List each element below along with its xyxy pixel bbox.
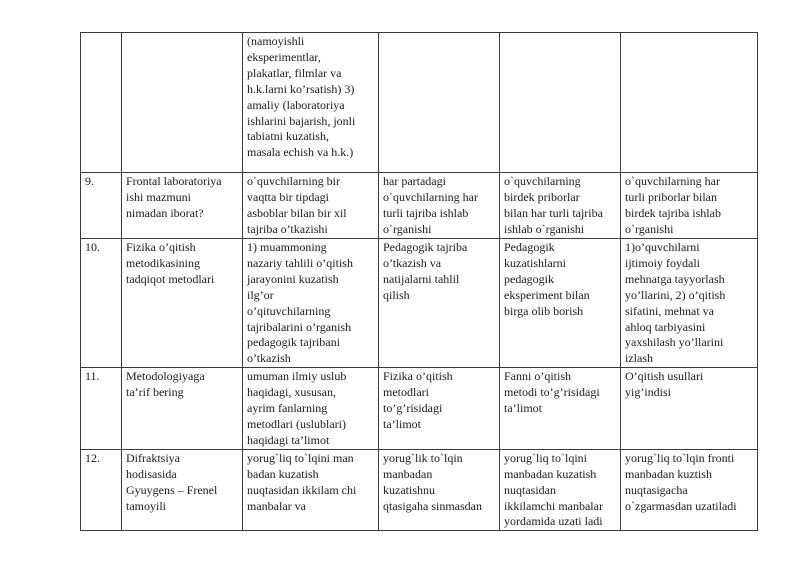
question-text: Fizika o’qitish metodikasining tadqiqot metodlari bbox=[122, 239, 243, 368]
question-number: 10. bbox=[81, 239, 122, 368]
question-number: 11. bbox=[81, 368, 122, 450]
question-text: Metodologiyaga ta’rif bering bbox=[122, 368, 243, 450]
table-row bbox=[81, 173, 758, 239]
answer-c: yorug`liq to`lqini manbadan kuzatish nuqtasidan ikkilamchi manbalar yordamida uzati ladi bbox=[500, 449, 621, 531]
answer-b: har partadagi o`quvchilarning har turli tajriba ishlab o`rganishi bbox=[379, 173, 500, 239]
answer-b: Pedagogik tajriba o’tkazish va natijalarni tahlil qilish bbox=[379, 239, 500, 368]
table-row bbox=[81, 449, 758, 531]
answer-d: O’qitish usullari yig’indisi bbox=[621, 368, 758, 450]
answer-a: yorug`liq to`lqini man badan kuzatish nuqtasidan ikkilam chi manbalar va bbox=[243, 449, 379, 531]
question-number bbox=[81, 33, 122, 173]
question-text bbox=[122, 33, 243, 173]
quiz-table bbox=[80, 32, 758, 531]
table-row bbox=[81, 33, 758, 173]
answer-a: 1) muammoning nazariy tahlili o’qitish jarayonini kuzatish ilg’or o’qituvchilarning tajribalarini o’rganish pedagogik tajribani o’tkazish bbox=[243, 239, 379, 368]
answer-b: yorug`lik to`lqin manbadan kuzatishnu qtasigaha sinmasdan bbox=[379, 449, 500, 531]
table-row bbox=[81, 239, 758, 368]
table-row bbox=[81, 368, 758, 450]
answer-b bbox=[379, 33, 500, 173]
question-text: Difraktsiya hodisasida Gyuygens – Frenel tamoyili bbox=[122, 449, 243, 531]
answer-c: Fanni o’qitish metodi to’g’risidagi ta’limot bbox=[500, 368, 621, 450]
answer-b: Fizika o’qitish metodlari to’g’risidagi ta’limot bbox=[379, 368, 500, 450]
answer-d bbox=[621, 33, 758, 173]
question-text: Frontal laboratoriya ishi mazmuni nimadan iborat? bbox=[122, 173, 243, 239]
answer-a: umuman ilmiy uslub haqidagi, xususan, ayrim fanlarning metodlari (uslublari) haqidagi ta’limot bbox=[243, 368, 379, 450]
question-number: 9. bbox=[81, 173, 122, 239]
answer-d: 1)o’quvchilarni ijtimoiy foydali mehnatga tayyorlash yo’llarini, 2) o’qitish sifatini, mehnat va ahloq tarbiyasini yaxshilash yo’llarini izlash bbox=[621, 239, 758, 368]
answer-c: Pedagogik kuzatishlarni pedagogik eksperiment bilan birga olib borish bbox=[500, 239, 621, 368]
answer-a: (namoyishli eksperimentlar, plakatlar, filmlar va h.k.larni ko’rsatish) 3) amaliy (laboratoriya ishlarini bajarish, jonli tabiatni kuzatish, masala echish va h.k.) bbox=[243, 33, 379, 173]
answer-d: yorug`liq to`lqin fronti manbadan kuztish nuqtasigacha o`zgarmasdan uzatiladi bbox=[621, 449, 758, 531]
answer-d: o`quvchilarning har turli priborlar bilan birdek tajriba ishlab o`rganishi bbox=[621, 173, 758, 239]
answer-c bbox=[500, 33, 621, 173]
answer-a: o`quvchilarning bir vaqtta bir tipdagi asboblar bilan bir xil tajriba o’tkazishi bbox=[243, 173, 379, 239]
question-number: 12. bbox=[81, 449, 122, 531]
answer-c: o`quvchilarning birdek priborlar bilan har turli tajriba ishlab o`rganishi bbox=[500, 173, 621, 239]
